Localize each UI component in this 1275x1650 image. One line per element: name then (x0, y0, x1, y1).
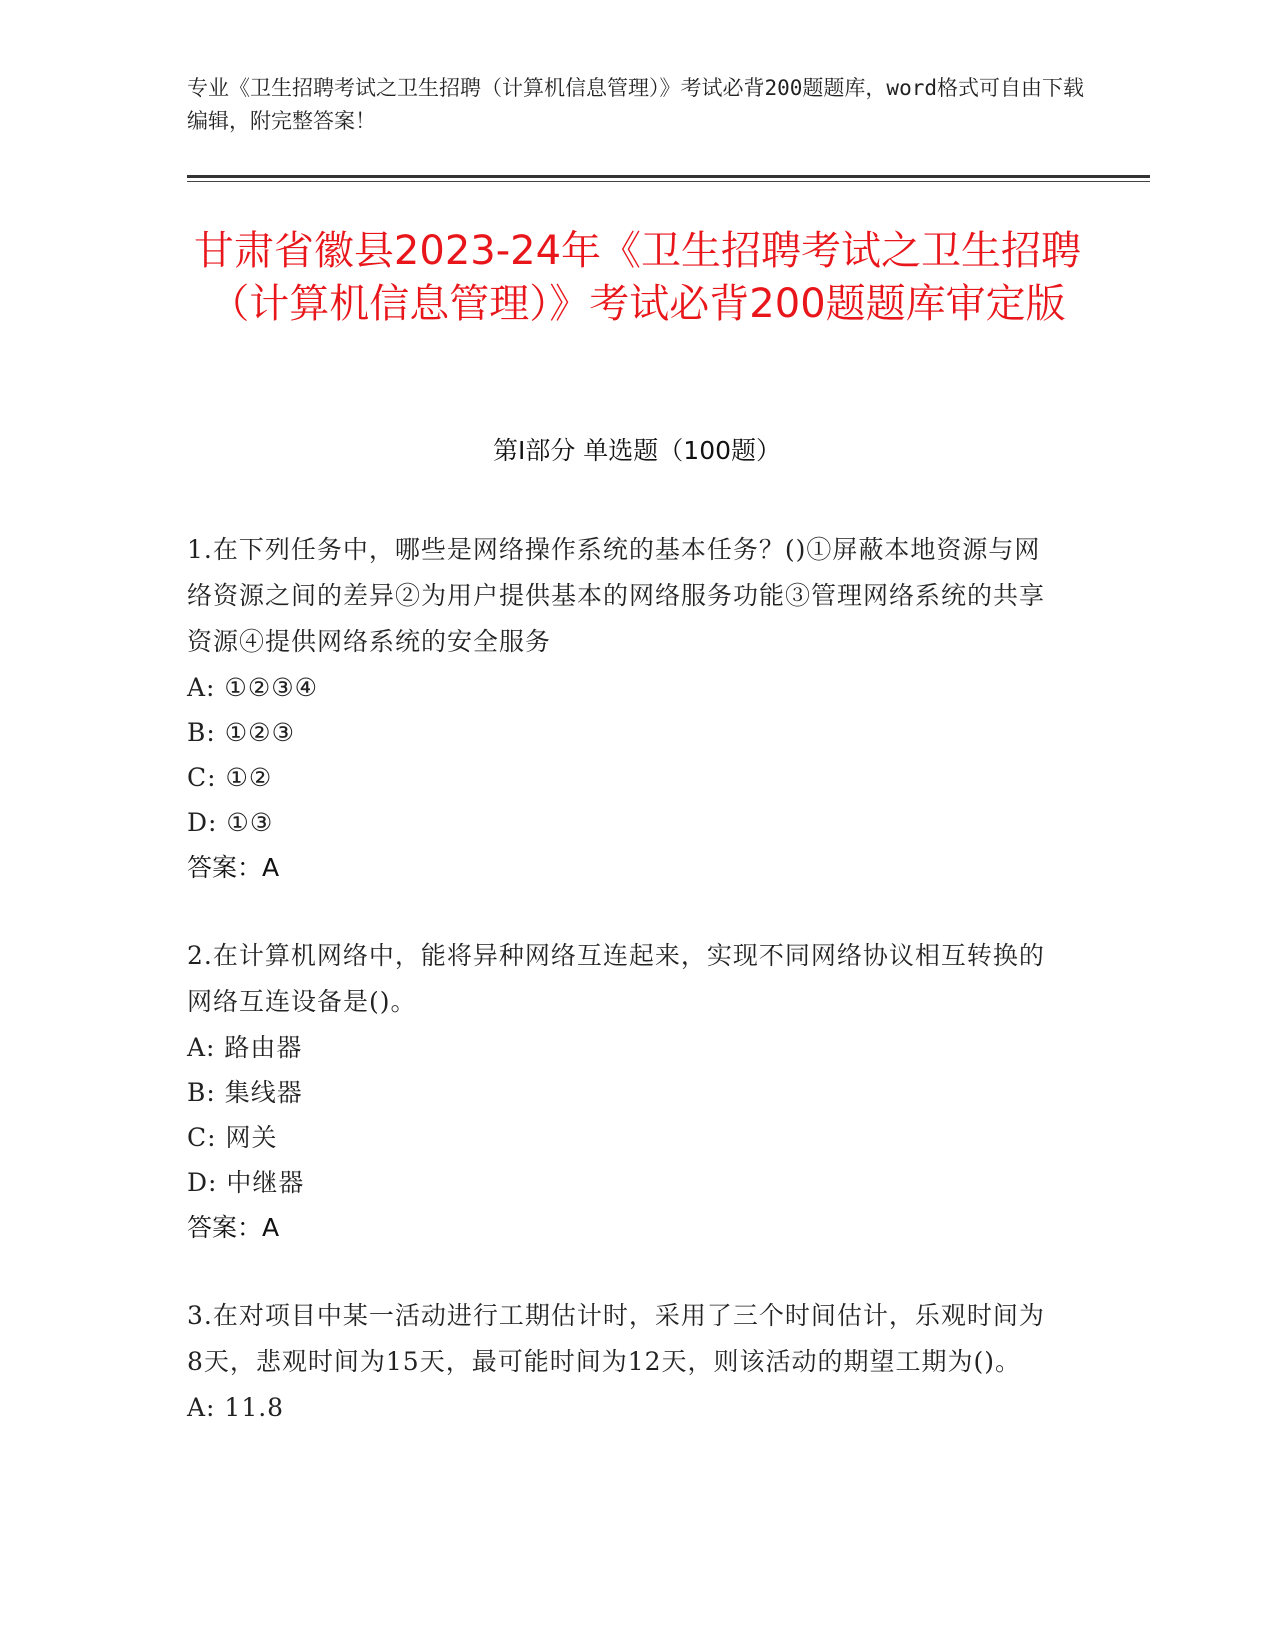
option-d: D: 中继器 (187, 1168, 305, 1197)
option-d: D: ①③ (187, 808, 274, 837)
option-b: B: 集线器 (187, 1078, 303, 1107)
header-rule-thin (187, 181, 1150, 182)
document-title: 甘肃省徽县2023-24年《卫生招聘考试之卫生招聘（计算机信息管理）》考试必背200题题库审定版 (193, 228, 1082, 327)
answer-line: 答案：A (187, 853, 280, 882)
question-list (187, 527, 1057, 1430)
header-note: 专业《卫生招聘考试之卫生招聘（计算机信息管理）》考试必背200题题库，word格式可自由下载编辑，附完整答案！ (187, 76, 1084, 133)
question-stem: 3.在对项目中某一活动进行工期估计时，采用了三个时间估计，乐观时间为8天，悲观时间为15天，最可能时间为12天，则该活动的期望工期为()。 (187, 1301, 1045, 1376)
question-2 (187, 933, 1057, 1250)
question-stem: 1.在下列任务中，哪些是网络操作系统的基本任务？()①屏蔽本地资源与网络资源之间的差异②为用户提供基本的网络服务功能③管理网络系统的共享资源④提供网络系统的安全服务 (187, 535, 1046, 656)
question-spacer (187, 890, 1057, 933)
option-c: C: 网关 (187, 1123, 278, 1152)
header-rule-thick (187, 175, 1150, 178)
question-spacer (187, 1250, 1057, 1293)
question-1 (187, 527, 1057, 890)
option-a: A: ①②③④ (187, 673, 319, 702)
answer-line: 答案：A (187, 1213, 280, 1242)
option-a: A: 路由器 (187, 1033, 303, 1062)
question-stem: 2.在计算机网络中，能将异种网络互连起来，实现不同网络协议相互转换的网络互连设备是()。 (187, 941, 1045, 1016)
question-3 (187, 1293, 1057, 1430)
option-a: A: 11.8 (187, 1393, 285, 1422)
option-c: C: ①② (187, 763, 273, 792)
option-b: B: ①②③ (187, 718, 295, 747)
section-heading: 第I部分 单选题（100题） (492, 436, 782, 465)
